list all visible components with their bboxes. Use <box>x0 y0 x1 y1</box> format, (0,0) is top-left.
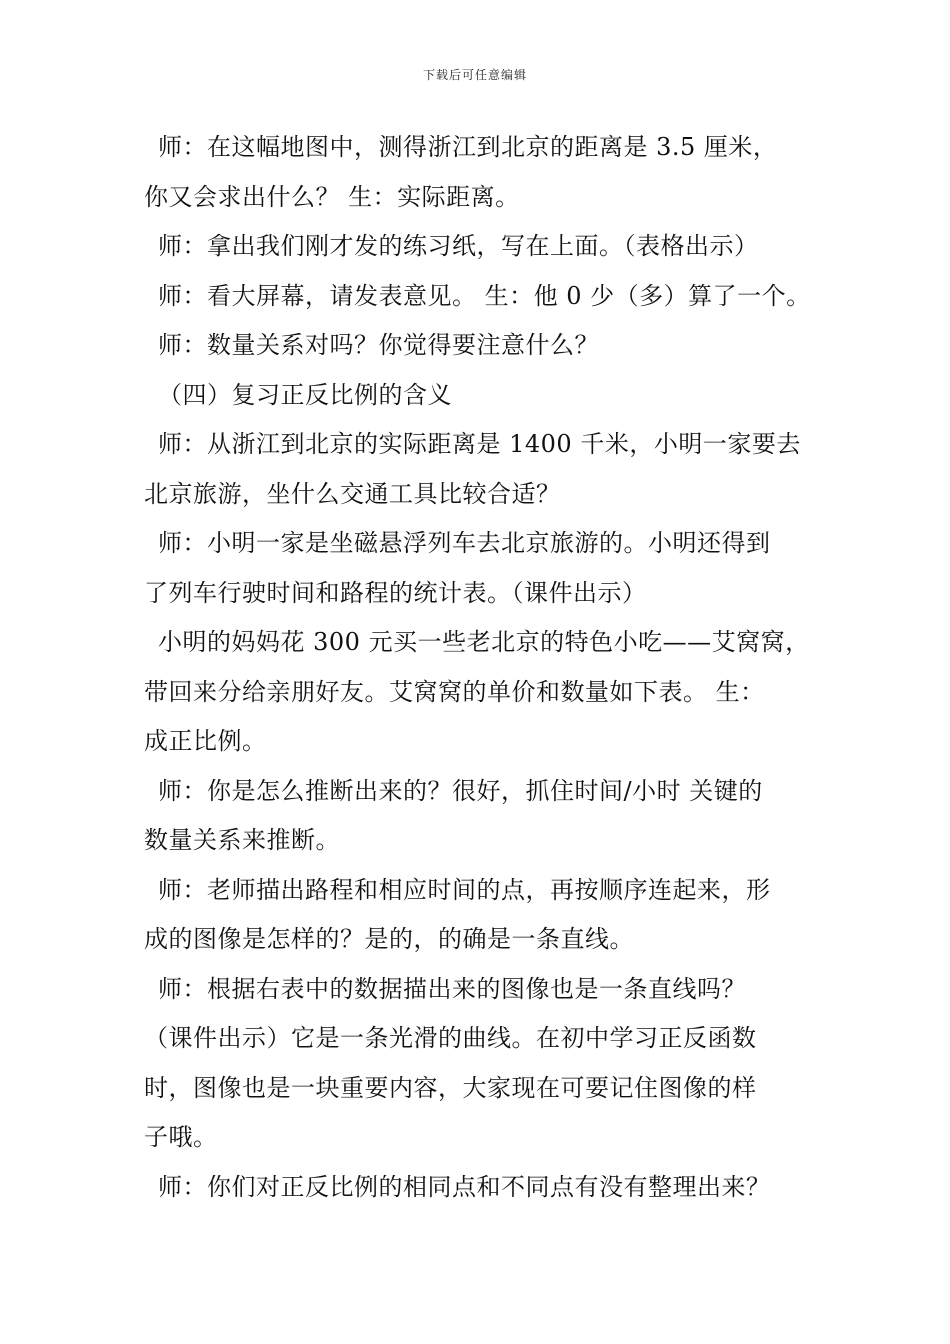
text-line: 了列车行驶时间和路程的统计表。（课件出示） <box>144 578 647 607</box>
document-body <box>144 130 834 1219</box>
text-line: 师：数量关系对吗？你觉得要注意什么？ <box>158 331 599 359</box>
text-line: （课件出示）它是一条光滑的曲线。在初中学习正反函数 <box>144 1024 757 1052</box>
text-line: 子哦。 <box>144 1123 218 1151</box>
page-header: 下载后可任意编辑 <box>422 68 527 82</box>
text-line: 师：看大屏幕，请发表意见。 生：他 0 少（多）算了一个。 <box>158 281 811 310</box>
text-line: 成正比例。 <box>144 727 267 755</box>
text-line: 师：老师描出路程和相应时间的点，再按顺序连起来，形 <box>158 875 771 904</box>
text-line: 师：从浙江到北京的实际距离是 1400 千米，小明一家要去 <box>158 430 801 458</box>
text-line: 带回来分给亲朋好友。艾窝窝的单价和数量如下表。 生： <box>144 677 765 706</box>
text-line: 师：你们对正反比例的相同点和不同点有没有整理出来？ <box>158 1172 771 1201</box>
text-line: 时，图像也是一块重要内容，大家现在可要记住图像的样 <box>144 1073 757 1102</box>
text-line: 师：小明一家是坐磁悬浮列车去北京旅游的。小明还得到 <box>158 529 771 557</box>
text-line: 北京旅游，坐什么交通工具比较合适？ <box>144 479 561 508</box>
text-line: 师：拿出我们刚才发的练习纸，写在上面。（表格出示） <box>158 232 759 260</box>
text-line: 师：你是怎么推断出来的？很好，抓住时间/小时 关键的 <box>158 776 763 805</box>
text-line: 师：在这幅地图中，测得浙江到北京的距离是 3.5 厘米， <box>158 133 778 161</box>
text-line: 成的图像是怎样的？是的，的确是一条直线。 <box>144 925 634 953</box>
section-heading: （四）复习正反比例的含义 <box>158 380 452 409</box>
text-line: 你又会求出什么？ 生：实际距离。 <box>144 182 520 211</box>
text-line: 小明的妈妈花 300 元买一些老北京的特色小吃——艾窝窝， <box>158 628 810 656</box>
text-line: 数量关系来推断。 <box>144 826 340 854</box>
text-line: 师：根据右表中的数据描出来的图像也是一条直线吗？ <box>158 974 746 1003</box>
